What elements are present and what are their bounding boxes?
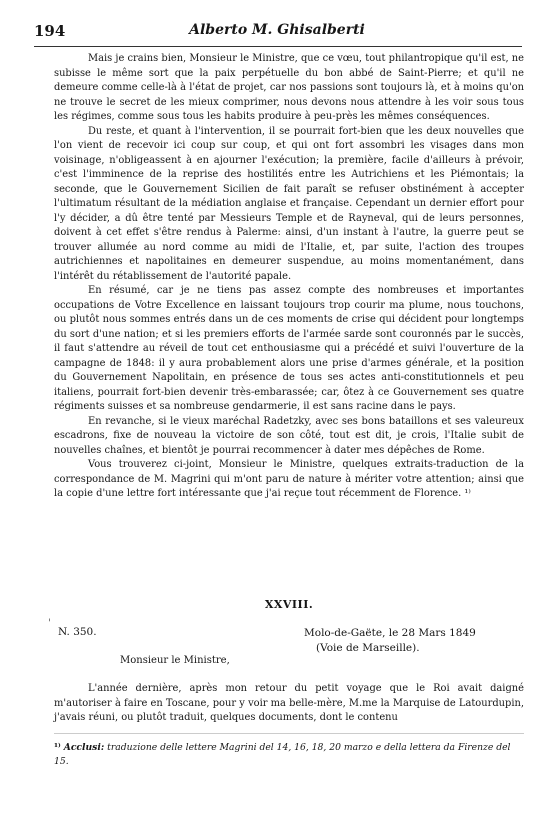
margin-tick-mark: ' (48, 618, 51, 629)
body-paragraph: En revanche, si le vieux maréchal Radetzky, avec ses bons bataillons et ses valeureux escadrons, fixe de nouveau la victoire de son côté, tout est dit, je crois, l'Italie subit de nouvelles chaînes, et bientôt je pourrai recommencer à dater mes dépêches de Rome. (54, 415, 524, 456)
body-paragraph: Vous trouverez ci-joint, Monsieur le Ministre, quelques extraits-traduction de la correspondance de M. Magrini qui m'ont paru de nature à mériter votre attention; ainsi que la copie d'une lettre fort intéressante que j'ai reçue tout récemment de Florence. ¹⁾ (54, 459, 524, 499)
letter-body (54, 682, 524, 726)
page-number: 194 (34, 22, 66, 40)
footnote-title: Acclusi: (63, 742, 105, 753)
footnote-text: traduzione delle lettere Magrini del 14, 16, 18, 20 marzo e della lettera da Firenze del 15. (54, 742, 511, 767)
body-paragraph: Du reste, et quant à l'intervention, il se pourrait fort-bien que les deux nouvelles que l'on vient de recevoir ici coup sur coup, et qui ont fort assombri les visages dans mon voisinage, n'obligeassent à en ajourner l'exécution; la première, facile d'ailleurs à prévoir, c'est l'imminence de la reprise des hostilités entre les Autrichiens et les Piémontais; la seconde, que le Gouvernement Sicilien de fait paraît se refuser obstinément à accepter l'ultimatum résultant de la médiation anglaise et française. Cependant un dernier effort pour l'y décider, a dû être tenté par Messieurs Temple et de Rayneval, qui de leurs personnes, doivent à cet effet s'être rendus à Palerme: ainsi, d'un instant à l'autre, la guerre peut se trouver allumée au nord comme au midi de l'Italie, et, par suite, l'action des troupes autrichiennes et napolitaines en demeurer suspendue, au moins momentanément, dans l'intérêt du rétablissement de l'autorité papale. (54, 125, 524, 282)
letter-place-date (304, 626, 476, 655)
page-header (34, 22, 520, 44)
body-paragraph: Mais je crains bien, Monsieur le Ministre, que ce vœu, tout philantropique qu'il est, ne subisse le même sort que la paix perpétuelle du bon abbé de Saint-Pierre; et qu'il ne demeure comme celle-là à l'état de projet, car nos passions sont toujours là, et à moins qu'on ne trouve le secret de les mieux comprimer, nous devons nous attendre à les voir sous tous les régimes, comme sous tous les habits produire à peu-près les mêmes conséquences. (54, 53, 524, 122)
footnote-marker: ¹⁾ (54, 742, 61, 753)
place-date-line: Molo-de-Gaëte, le 28 Mars 1849 (304, 627, 476, 639)
letter-body-continued (54, 52, 524, 502)
footnote (54, 741, 524, 768)
body-paragraph: L'année dernière, après mon retour du petit voyage que le Roi avait daigné m'autoriser à faire en Toscane, pour y voir ma belle-mère, M.me la Marquise de Latourdupin, j'avais réuni, ou plutôt traduit, quelques documents, dont le contenu (54, 683, 524, 723)
running-title: Alberto M. Ghisalberti (189, 22, 365, 38)
route-line: (Voie de Marseille). (316, 641, 420, 654)
section-heading: XXVIII. (264, 598, 314, 611)
body-paragraph: En résumé, car je ne tiens pas assez compte des nombreuses et importantes occupations de Votre Excellence en laissant toujours trop courir ma plume, nous touchons, ou plutôt nous sommes entrés dans un de ces moments de crise qui décident pour longtemps du sort d'une nation; et si les premiers efforts de l'armée sarde sont couronnés par le succès, il faut s'attendre au réveil de tout cet enthousiasme qui a précédé et suivi l'ouverture de la campagne de 1848: il y aura probablement alors une prise d'armes générale, et la position du Gouvernement Napolitain, en présence de tous ses actes anti-constitutionnels et peu italiens, pourrait fort-bien devenir très-embarassée; car, ôtez à ce Gouvernement ses quatre régiments suisses et sa nombreuse gendarmerie, il est sans racine dans le pays. (54, 285, 524, 412)
salutation: Monsieur le Ministre, (120, 655, 230, 666)
header-rule (34, 46, 522, 47)
footnote-rule (54, 733, 524, 734)
letter-number: N. 350. (58, 626, 97, 638)
